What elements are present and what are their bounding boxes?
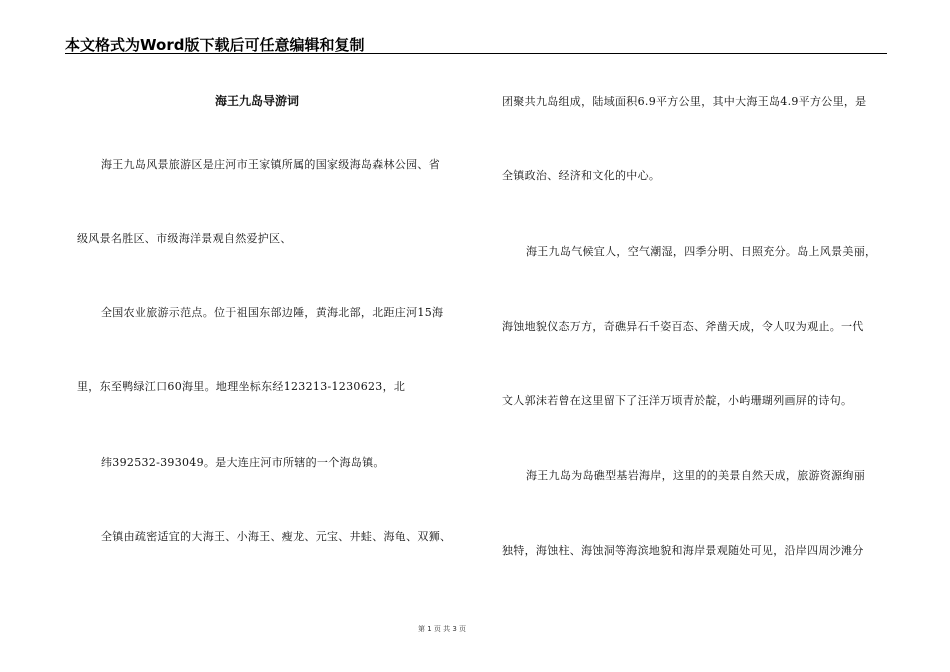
left-line-6: 全镇由疏密适宜的大海王、小海王、瘦龙、元宝、井蛙、海龟、双狮、 [101, 530, 452, 543]
left-line-2: 级风景名胜区、市级海洋景观自然爱护区、 [77, 232, 292, 245]
right-line-4: 海蚀地貌仪态万方，奇礁异石千姿百态、斧凿天成，令人叹为观止。一代 [502, 320, 864, 333]
right-line-1: 团聚共九岛组成，陆域面积6.9平方公里，其中大海王岛4.9平方公里，是 [502, 95, 867, 108]
left-line-1: 海王九岛风景旅游区是庄河市王家镇所属的国家级海岛森林公园、省 [101, 158, 440, 171]
document-title: 海王九岛导游词 [215, 94, 300, 108]
page-footer: 第 1 页 共 3 页 [418, 625, 467, 633]
right-line-2: 全镇政治、经济和文化的中心。 [502, 169, 661, 182]
right-line-5: 文人郭沫若曾在这里留下了汪洋万顷青於靛，小屿珊瑚列画屏的诗句。 [502, 394, 853, 407]
right-line-7: 独特，海蚀柱、海蚀洞等海滨地貌和海岸景观随处可见，沿岸四周沙滩分 [502, 544, 864, 557]
right-line-6: 海王九岛为岛礁型基岩海岸，这里的的美景自然天成，旅游资源绚丽 [526, 469, 865, 482]
left-line-3: 全国农业旅游示范点。位于祖国东部边陲，黄海北部，北距庄河15海 [101, 306, 444, 319]
right-line-3: 海王九岛气候宜人，空气潮湿，四季分明、日照充分。岛上风景美丽， [526, 245, 877, 258]
left-line-5: 纬392532-393049。是大连庄河市所辖的一个海岛镇。 [101, 456, 385, 469]
left-line-4: 里，东至鸭绿江口60海里。地理坐标东经123213-1230623，北 [77, 380, 406, 393]
header-divider [65, 53, 887, 54]
header-title: 本文格式为Word版下载后可任意编辑和复制 [65, 36, 365, 54]
